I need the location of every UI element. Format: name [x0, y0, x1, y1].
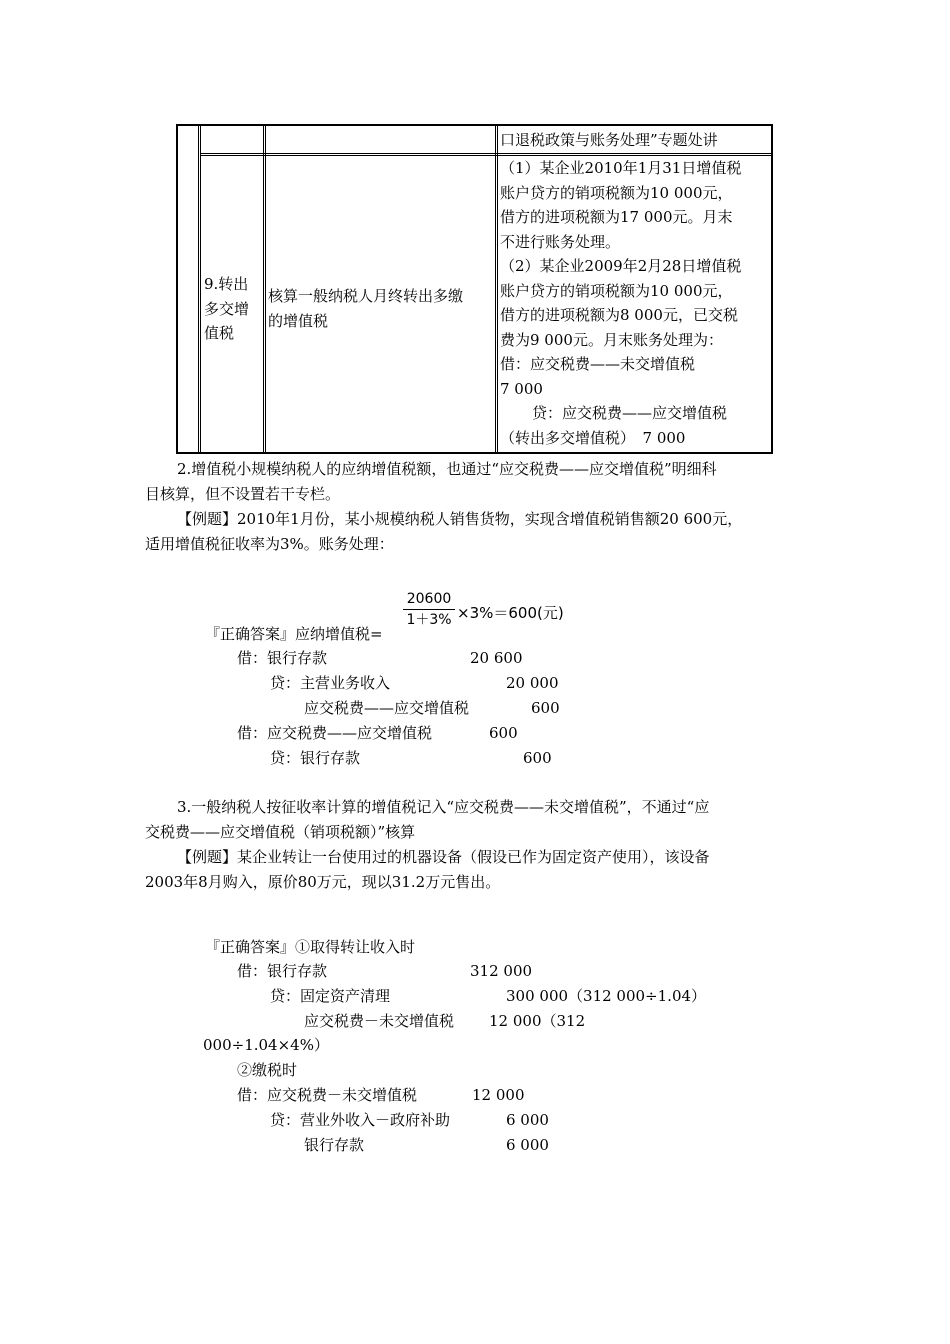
answer-label: 『正确答案』应纳增值税= [205, 625, 383, 643]
example-line: 适用增值税征收率为3%。账务处理： [145, 535, 394, 553]
entry-amount: 6 000 [506, 1111, 549, 1129]
paragraph-line: 目核算，但不设置若干专栏。 [145, 485, 341, 503]
entry-side: 贷：固定资产清理 [270, 987, 391, 1005]
table-divider [263, 126, 266, 452]
accounting-table [176, 124, 773, 454]
entry-side: 借：银行存款 [237, 649, 328, 667]
entry-amount: 20 600 [470, 649, 523, 667]
entry-amount: 600 [523, 749, 552, 767]
entry-side: 应交税费－未交增值税 [304, 1012, 455, 1030]
entry-side: 贷：主营业务收入 [270, 674, 391, 692]
table-divider [495, 126, 498, 452]
paragraph-line: 3.一般纳税人按征收率计算的增值税记入“应交税费——未交增值税”，不通过“应 [177, 798, 710, 816]
example-line: 【例题】某企业转让一台使用过的机器设备（假设已作为固定资产使用），该设备 [177, 848, 710, 866]
formula-fraction [403, 590, 455, 629]
fraction-bar [403, 609, 455, 610]
formula-denominator: 1＋3% [406, 612, 452, 628]
entry-amount: 6 000 [506, 1136, 549, 1154]
formula-numerator: 20600 [406, 591, 452, 607]
table-divider [198, 126, 201, 452]
entry-amount: 600 [531, 699, 560, 717]
entry-amount: 600 [489, 724, 518, 742]
answer-label: 『正确答案』①取得转让收入时 [205, 938, 416, 956]
entry-side: 借：应交税费－未交增值税 [237, 1086, 418, 1104]
formula-tail: ×3%＝600(元) [457, 604, 564, 622]
entry-amount-continued: 000÷1.04×4%） [203, 1036, 329, 1054]
entry-amount: 300 000（312 000÷1.04） [506, 987, 707, 1005]
paragraph-line: 交税费——应交增值税（销项税额）”核算 [145, 823, 416, 841]
entry-amount: 312 000 [470, 962, 533, 980]
row-label: 9.转出 多交增 值税 [204, 275, 250, 342]
row-detail: （1）某企业2010年1月31日增值税 账户贷方的销项税额为10 000元， 借方的进项税额为17 000元。月末 不进行账务处理。 （2）某企业2009年2月28日增值税 账户贷方的销项税额为10 000元， 借方的进项税额为8 000元，已交税 费为9 000元。月末账务处理为： 借：应交税费——未交增值税 7 000 贷：应交税费——应交增值税 （转出多交增值税） 7 000 [500, 159, 742, 447]
table-header-cell: 口退税政策与账务处理”专题处讲 [500, 131, 718, 149]
entry-side: 借：应交税费——应交增值税 [237, 724, 433, 742]
step-label: ②缴税时 [237, 1061, 298, 1079]
paragraph-line: 2.增值税小规模纳税人的应纳增值税额，也通过“应交税费——应交增值税”明细科 [177, 460, 717, 478]
entry-amount: 12 000 [472, 1086, 525, 1104]
entry-side: 贷：银行存款 [270, 749, 361, 767]
entry-side: 贷：营业外收入－政府补助 [270, 1111, 451, 1129]
entry-amount: 20 000 [506, 674, 559, 692]
example-line: 【例题】2010年1月份，某小规模纳税人销售货物，实现含增值税销售额20 600元， [177, 510, 743, 528]
entry-side: 银行存款 [304, 1136, 365, 1154]
entry-side: 应交税费——应交增值税 [304, 699, 470, 717]
entry-side: 借：银行存款 [237, 962, 328, 980]
entry-amount: 12 000（312 [489, 1012, 586, 1030]
example-line: 2003年8月购入，原价80万元，现以31.2万元售出。 [145, 873, 501, 891]
row-description: 核算一般纳税人月终转出多缴 的增值税 [268, 287, 464, 330]
